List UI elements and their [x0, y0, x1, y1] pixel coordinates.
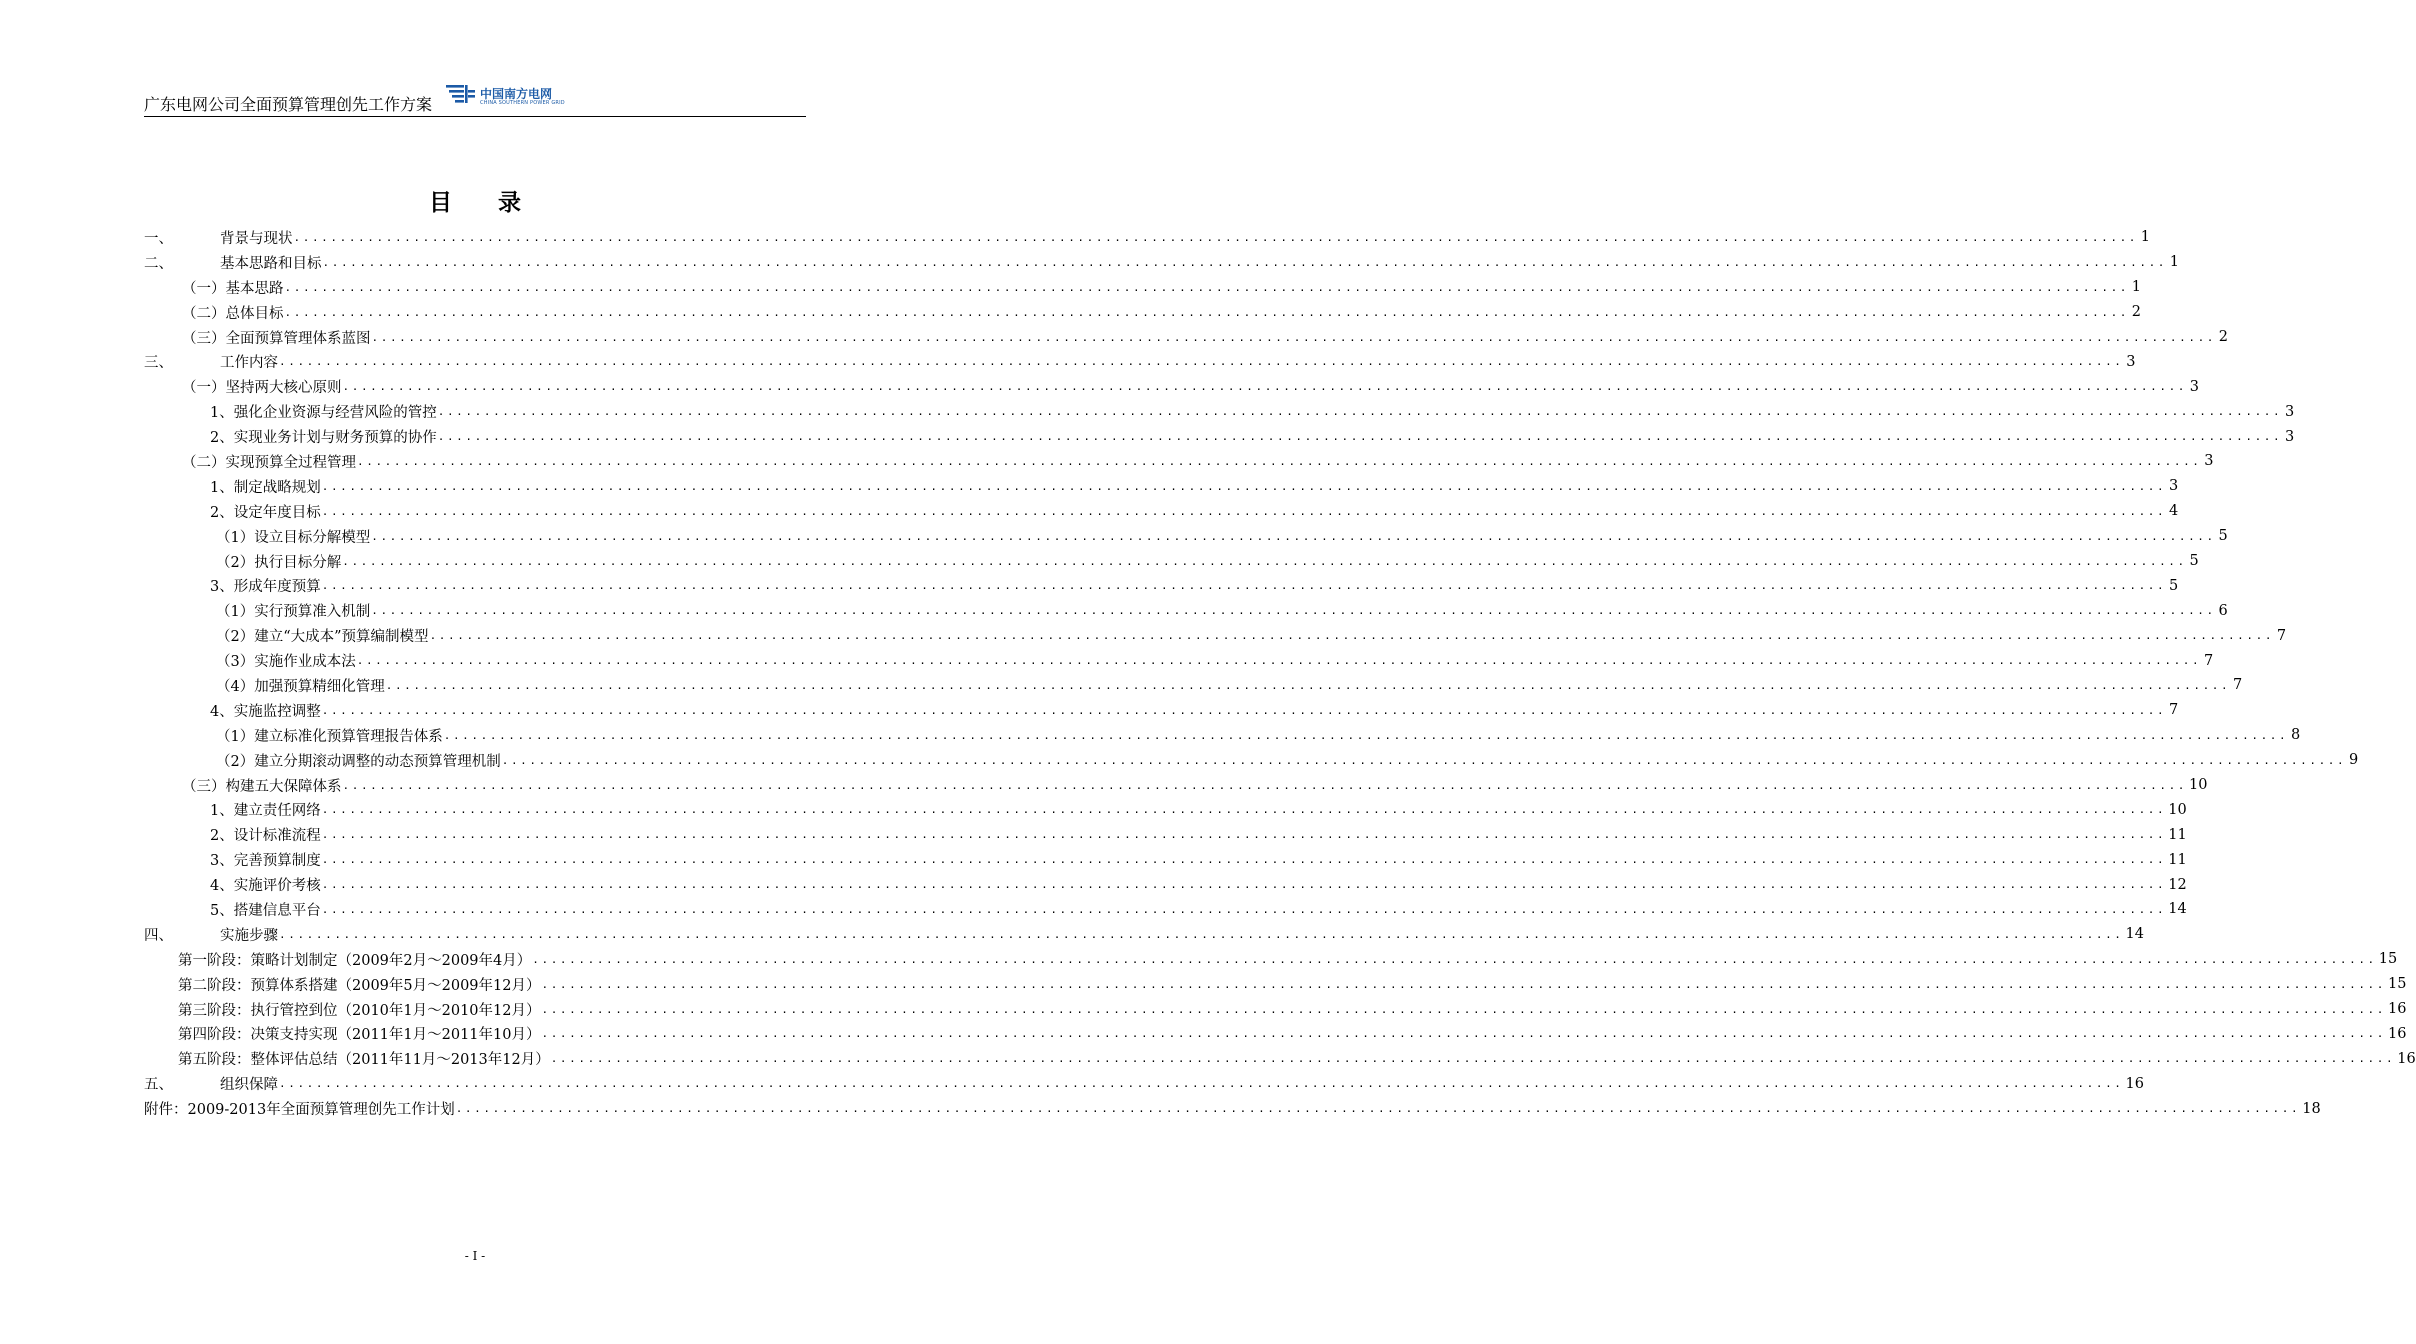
- toc-entry[interactable]: [144, 300, 2142, 325]
- toc-entry-label: 第一阶段：策略计划制定（2009年2月～2009年4月）: [178, 952, 532, 969]
- toc-entry-page: 10: [2168, 801, 2187, 818]
- toc-dot-leader: ........................................................................................................................................................................................................: [443, 728, 2289, 742]
- toc-entry-page: 5: [2189, 553, 2199, 570]
- toc-dot-leader: ........................................................................................................................................................................................................: [342, 380, 2188, 394]
- toc-dot-leader: ........................................................................................................................................................................................................: [437, 430, 2283, 444]
- toc-entry-page: 3: [2285, 428, 2295, 445]
- toc-entry-page: 3: [2204, 453, 2214, 470]
- toc-entry[interactable]: [144, 723, 2301, 748]
- toc-dot-leader: ........................................................................................................................................................................................................: [321, 878, 2167, 892]
- toc-entry-label: （二）实现预算全过程管理: [182, 454, 356, 471]
- toc-entry-label: 第五阶段：整体评估总结（2011年11月～2013年12月）: [178, 1052, 550, 1069]
- toc-entry-label: （三）构建五大保障体系: [182, 778, 342, 795]
- toc-dot-leader: ........................................................................................................................................................................................................: [532, 952, 2377, 966]
- toc-dot-leader: ........................................................................................................................................................................................................: [321, 803, 2167, 817]
- toc-entry[interactable]: [144, 797, 2187, 822]
- toc-entry[interactable]: [144, 822, 2187, 847]
- toc-dot-leader: ........................................................................................................................................................................................................: [321, 479, 2167, 493]
- toc-entry-label: （2）建立“大成本”预算编制模型: [216, 629, 429, 646]
- toc-dot-leader: ........................................................................................................................................................................................................: [541, 1002, 2386, 1016]
- toc-entry-page: 2: [2218, 329, 2229, 345]
- toc-dot-leader: ........................................................................................................................................................................................................: [342, 554, 2187, 568]
- toc-entry-label: 工作内容: [220, 355, 278, 372]
- toc-entry-page: 9: [2349, 752, 2359, 769]
- toc-dot-leader: ........................................................................................................................................................................................................: [342, 778, 2188, 792]
- toc-entry-page: 3: [2169, 478, 2179, 495]
- toc-entry-page: 11: [2168, 826, 2187, 843]
- toc-dot-leader: ........................................................................................................................................................................................................: [284, 305, 2130, 319]
- toc-dot-leader: ........................................................................................................................................................................................................: [321, 853, 2167, 867]
- toc-dot-leader: ........................................................................................................................................................................................................: [437, 405, 2283, 419]
- grid-logo-icon: [446, 84, 476, 106]
- toc-entry-page: 18: [2302, 1100, 2321, 1117]
- toc-entry[interactable]: [144, 897, 2187, 922]
- toc-entry-page: 8: [2291, 727, 2301, 744]
- toc-entry-label: 2、设定年度目标: [210, 504, 321, 521]
- toc-entry-number: 二、: [144, 255, 173, 272]
- toc-entry-label: 1、建立责任网络: [210, 803, 321, 820]
- toc-entry-label: 第三阶段：执行管控到位（2010年1月～2010年12月）: [178, 1002, 541, 1019]
- toc-entry-page: 12: [2168, 876, 2187, 893]
- toc-dot-leader: ........................................................................................................................................................................................................: [371, 529, 2216, 543]
- toc-dot-leader: ........................................................................................................................................................................................................: [385, 678, 2231, 692]
- toc-entry-page: 7: [2233, 677, 2243, 694]
- toc-entry-label: （三）全面预算管理体系蓝图: [182, 330, 371, 347]
- toc-entry[interactable]: [144, 474, 2179, 499]
- toc-entry[interactable]: [144, 449, 2214, 474]
- toc-dot-leader: ........................................................................................................................................................................................................: [371, 330, 2217, 344]
- toc-dot-leader: ........................................................................................................................................................................................................: [321, 828, 2167, 842]
- company-logo: [446, 82, 626, 110]
- toc-entry-page: 1: [2131, 279, 2142, 296]
- toc-entry[interactable]: [144, 374, 2200, 399]
- toc-entry-label: 3、形成年度预算: [210, 579, 321, 596]
- toc-entry[interactable]: [144, 1022, 2407, 1047]
- toc-entry[interactable]: [144, 225, 2151, 250]
- toc-entry[interactable]: [144, 748, 2359, 773]
- toc-entry[interactable]: [144, 872, 2187, 897]
- toc-entry-label: 4、实施评价考核: [210, 878, 321, 895]
- toc-entry[interactable]: [144, 773, 2208, 798]
- toc-entry[interactable]: [144, 1071, 2144, 1096]
- toc-title: 目 录: [429, 189, 521, 216]
- toc-dot-leader: ........................................................................................................................................................................................................: [550, 1052, 2396, 1066]
- toc-entry[interactable]: [144, 250, 2180, 275]
- logo-english-name: CHINA SOUTHERN POWER GRID: [480, 100, 565, 106]
- toc-entry[interactable]: [144, 847, 2187, 872]
- toc-dot-leader: ........................................................................................................................................................................................................: [279, 355, 2124, 369]
- toc-dot-leader: ........................................................................................................................................................................................................: [501, 753, 2347, 767]
- toc-entry-label: （1）实行预算准入机制: [216, 604, 371, 621]
- toc-dot-leader: ........................................................................................................................................................................................................: [371, 604, 2216, 618]
- toc-entry-number: 五、: [144, 1077, 173, 1094]
- toc-dot-leader: ........................................................................................................................................................................................................: [455, 1102, 2301, 1116]
- toc-entry-page: 16: [2388, 1001, 2407, 1018]
- toc-entry-label: （2）建立分期滚动调整的动态预算管理机制: [216, 753, 501, 770]
- toc-entry-label: （二）总体目标: [182, 305, 284, 322]
- toc-entry-label: 第四阶段：决策支持实现（2011年1月～2011年10月）: [178, 1027, 541, 1044]
- toc-entry-label: 1、强化企业资源与经营风险的管控: [210, 405, 437, 422]
- toc-entry[interactable]: [144, 698, 2179, 723]
- toc-entry-label: 背景与现状: [220, 230, 293, 247]
- toc-dot-leader: ........................................................................................................................................................................................................: [321, 703, 2167, 717]
- toc-entry-page: 6: [2218, 602, 2228, 619]
- toc-entry-page: 7: [2204, 652, 2214, 669]
- logo-chinese-name: 中国南方电网: [480, 87, 553, 101]
- toc-entry-page: 16: [2397, 1050, 2416, 1067]
- toc-entry-page: 14: [2125, 926, 2144, 943]
- toc-entry-page: 7: [2276, 627, 2287, 644]
- toc-entry-label: （一）基本思路: [182, 280, 284, 297]
- toc-entry-label: （3）实施作业成本法: [216, 654, 356, 671]
- toc-entry[interactable]: [144, 325, 2229, 350]
- toc-entry[interactable]: [144, 424, 2295, 449]
- toc-entry-page: 3: [2285, 403, 2295, 420]
- toc-entry[interactable]: [144, 349, 2136, 374]
- toc-dot-leader: ........................................................................................................................................................................................................: [322, 255, 2168, 269]
- toc-dot-leader: ........................................................................................................................................................................................................: [321, 504, 2167, 518]
- toc-entry-page: 15: [2378, 951, 2398, 968]
- toc-entry-page: 10: [2189, 777, 2208, 794]
- toc-entry[interactable]: [144, 623, 2287, 648]
- toc-entry[interactable]: [144, 648, 2214, 673]
- toc-entry[interactable]: [144, 524, 2228, 549]
- toc-entry-label: 2、实现业务计划与财务预算的协作: [210, 430, 437, 447]
- toc-dot-leader: ........................................................................................................................................................................................................: [356, 654, 2202, 668]
- toc-entry-page: 14: [2168, 901, 2187, 918]
- toc-entry-page: 11: [2168, 851, 2187, 868]
- toc-entry-label: 基本思路和目标: [220, 255, 322, 272]
- toc-entry[interactable]: [144, 947, 2398, 972]
- toc-dot-leader: ........................................................................................................................................................................................................: [429, 629, 2275, 643]
- toc-entry-label: （1）建立标准化预算管理报告体系: [216, 728, 443, 745]
- toc-entry-page: 16: [2388, 1025, 2407, 1042]
- toc-dot-leader: ........................................................................................................................................................................................................: [279, 1077, 2124, 1091]
- toc-entry-label: 第二阶段：预算体系搭建（2009年5月～2009年12月）: [178, 977, 541, 994]
- table-of-contents: [144, 225, 2416, 1121]
- toc-entry-label: 附件：2009-2013年全面预算管理创先工作计划: [144, 1102, 455, 1119]
- toc-entry-page: 3: [2126, 353, 2136, 370]
- toc-entry-number: 三、: [144, 355, 173, 372]
- toc-entry-label: （4）加强预算精细化管理: [216, 678, 385, 695]
- toc-entry-label: 实施步骤: [220, 927, 278, 944]
- page-header: [144, 80, 806, 117]
- toc-entry[interactable]: [144, 972, 2407, 997]
- toc-entry[interactable]: [144, 922, 2144, 947]
- toc-entry-page: 1: [2140, 229, 2151, 246]
- toc-entry-page: 5: [2218, 528, 2228, 545]
- toc-entry-page: 3: [2189, 378, 2200, 395]
- toc-entry[interactable]: [144, 1046, 2416, 1071]
- toc-entry[interactable]: [144, 598, 2228, 623]
- toc-entry-label: 1、制定战略规划: [210, 479, 321, 496]
- toc-entry[interactable]: [144, 499, 2179, 524]
- toc-entry[interactable]: [144, 549, 2199, 574]
- toc-entry-page: 1: [2169, 254, 2180, 271]
- header-title: 广东电网公司全面预算管理创先工作方案: [144, 95, 433, 114]
- toc-entry[interactable]: [144, 275, 2142, 300]
- toc-entry-page: 2: [2131, 304, 2142, 321]
- toc-dot-leader: ........................................................................................................................................................................................................: [284, 280, 2130, 294]
- toc-entry-label: 5、搭建信息平台: [210, 902, 321, 919]
- toc-entry-label: （1）设立目标分解模型: [216, 529, 371, 546]
- toc-dot-leader: ........................................................................................................................................................................................................: [541, 977, 2386, 991]
- toc-dot-leader: ........................................................................................................................................................................................................: [279, 927, 2124, 941]
- toc-entry-label: 2、设计标准流程: [210, 828, 321, 845]
- toc-dot-leader: ........................................................................................................................................................................................................: [293, 230, 2139, 244]
- toc-entry-number: 一、: [144, 230, 173, 247]
- toc-entry-page: 7: [2169, 702, 2179, 719]
- toc-entry-page: 16: [2125, 1075, 2144, 1092]
- page-number: - I -: [464, 1249, 486, 1263]
- toc-entry-page: 4: [2169, 503, 2179, 520]
- toc-entry[interactable]: [144, 673, 2243, 698]
- toc-entry-number: 四、: [144, 927, 173, 944]
- toc-entry-page: 5: [2169, 577, 2179, 594]
- toc-dot-leader: ........................................................................................................................................................................................................: [321, 902, 2167, 916]
- toc-entry-label: （2）执行目标分解: [216, 554, 342, 571]
- toc-dot-leader: ........................................................................................................................................................................................................: [321, 579, 2167, 593]
- toc-dot-leader: ........................................................................................................................................................................................................: [357, 454, 2202, 468]
- toc-entry-label: 4、实施监控调整: [210, 703, 321, 720]
- toc-entry-label: 组织保障: [220, 1077, 278, 1094]
- toc-entry[interactable]: [144, 573, 2179, 598]
- toc-entry-label: 3、完善预算制度: [210, 853, 321, 870]
- toc-dot-leader: ........................................................................................................................................................................................................: [541, 1027, 2386, 1041]
- toc-entry-label: （一）坚持两大核心原则: [182, 380, 342, 397]
- toc-entry[interactable]: [144, 1096, 2321, 1121]
- toc-entry[interactable]: [144, 997, 2407, 1022]
- toc-entry-page: 15: [2388, 976, 2407, 993]
- toc-entry[interactable]: [144, 399, 2295, 424]
